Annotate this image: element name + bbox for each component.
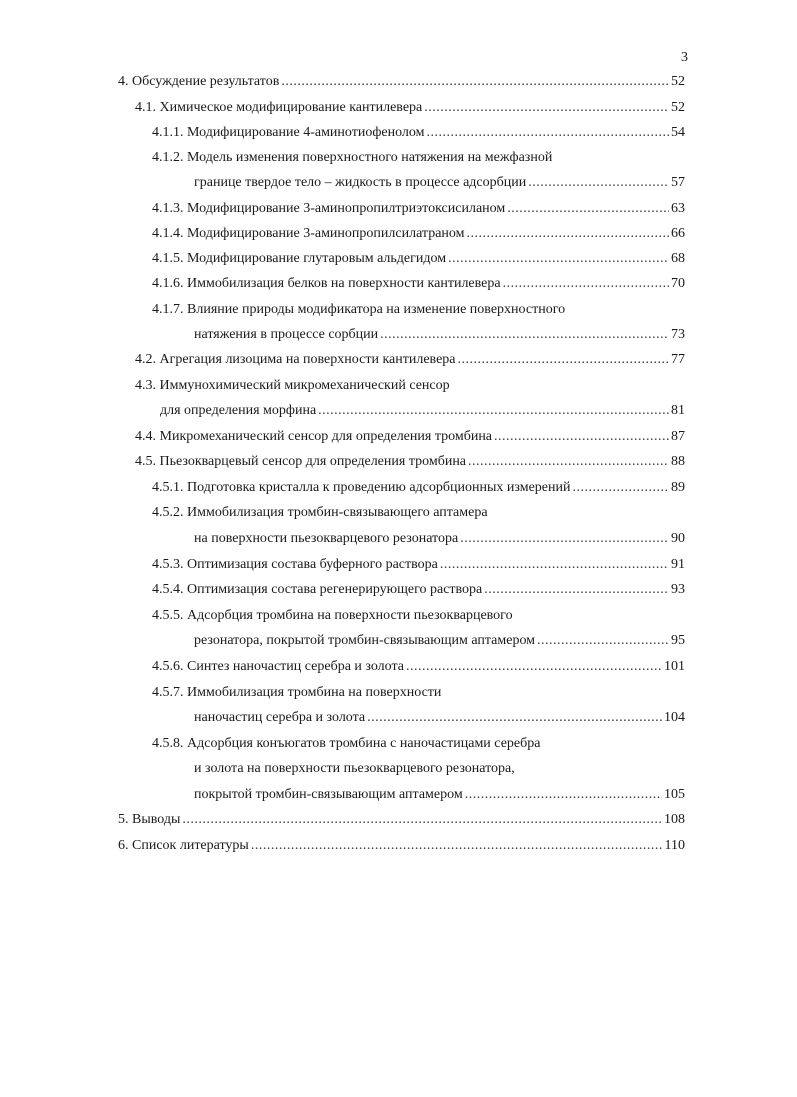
toc-entry-label: 5. Выводы <box>118 812 181 827</box>
leader-dots <box>448 250 669 268</box>
leader-dots <box>182 811 662 829</box>
toc-entry[interactable] <box>152 275 685 293</box>
toc-entry-label: наночастиц серебра и золота <box>194 710 366 725</box>
toc-entry[interactable] <box>194 174 685 192</box>
leader-dots <box>572 479 669 497</box>
toc-entry-label: на поверхности пьезокварцевого резонатора <box>194 531 459 546</box>
toc-entry[interactable] <box>152 581 685 599</box>
leader-dots <box>251 837 663 855</box>
toc-entry[interactable] <box>152 479 685 497</box>
toc-entry-label: натяжения в процессе сорбции <box>194 327 379 342</box>
toc-entry-page: 52 <box>671 74 685 89</box>
toc-entry-label: границе твердое тело – жидкость в процессе адсорбции <box>194 175 527 190</box>
toc-entry-page: 90 <box>671 531 685 546</box>
toc-entry-label: 4.4. Микромеханический сенсор для определения тромбина <box>135 429 493 444</box>
toc-entry[interactable] <box>118 73 685 91</box>
leader-dots <box>424 99 669 117</box>
toc-entry-label: 4.5.4. Оптимизация состава регенерирующего раствора <box>152 582 483 597</box>
toc-entry[interactable] <box>152 124 685 142</box>
leader-dots <box>460 530 669 548</box>
toc-entry-page: 108 <box>664 812 685 827</box>
leader-dots <box>367 709 662 727</box>
toc-entry-page: 87 <box>671 429 685 444</box>
toc-entry-page: 63 <box>671 201 685 216</box>
leader-dots <box>281 73 669 91</box>
toc-entry-label: 4.1. Химическое модифицирование кантилевера <box>135 100 423 115</box>
toc-entry-label[interactable]: 4.1.2. Модель изменения поверхностного натяжения на межфазной <box>152 150 553 165</box>
leader-dots <box>427 124 669 142</box>
leader-dots <box>467 225 669 243</box>
toc-entry-label: 4.5. Пьезокварцевый сенсор для определения тромбина <box>135 454 467 469</box>
toc-entry-label: 4.5.1. Подготовка кристалла к проведению адсорбционных измерений <box>152 480 571 495</box>
toc-entry-label: 4.5.3. Оптимизация состава буферного раствора <box>152 557 438 572</box>
toc-entry[interactable] <box>160 402 685 420</box>
toc-entry-page: 54 <box>671 125 685 140</box>
toc-entry-page: 91 <box>671 557 685 572</box>
toc-entry-page: 77 <box>671 352 685 367</box>
toc-entry-label[interactable]: 4.5.2. Иммобилизация тромбин-связывающего аптамера <box>152 505 488 520</box>
page-number: 3 <box>681 50 688 65</box>
toc-entry-label: 4.1.5. Модифицирование глутаровым альдегидом <box>152 251 447 266</box>
leader-dots <box>484 581 669 599</box>
toc-entry[interactable] <box>194 786 685 804</box>
leader-dots <box>507 200 669 218</box>
toc-entry[interactable] <box>152 250 685 268</box>
toc-entry-page: 105 <box>664 787 685 802</box>
toc-entry[interactable] <box>118 837 685 855</box>
leader-dots <box>503 275 669 293</box>
toc-entry-page: 93 <box>671 582 685 597</box>
toc-entry-page: 73 <box>671 327 685 342</box>
toc-entry-page: 57 <box>671 175 685 190</box>
toc-entry-label[interactable]: и золота на поверхности пьезокварцевого резонатора, <box>194 761 515 776</box>
toc-entry-label: 6. Список литературы <box>118 838 249 853</box>
toc-entry-page: 89 <box>671 480 685 495</box>
toc-entry[interactable] <box>135 453 685 471</box>
toc-entry[interactable] <box>118 811 685 829</box>
toc-entry-page: 68 <box>671 251 685 266</box>
toc-entry-label: 4.1.3. Модифицирование 3-аминопропилтриэтоксисиланом <box>152 201 506 216</box>
leader-dots <box>440 556 669 574</box>
toc-entry[interactable] <box>135 99 685 117</box>
toc-entry[interactable] <box>194 632 685 650</box>
toc-entry-label: резонатора, покрытой тромбин-связывающим аптамером <box>194 633 536 648</box>
toc-entry[interactable] <box>194 530 685 548</box>
toc-entry-label[interactable]: 4.5.7. Иммобилизация тромбина на поверхности <box>152 685 442 700</box>
toc-entry-label: 4. Обсуждение результатов <box>118 74 280 89</box>
leader-dots <box>494 428 669 446</box>
toc-entry-page: 88 <box>671 454 685 469</box>
toc-entry-label[interactable]: 4.5.8. Адсорбция конъюгатов тромбина с наночастицами серебра <box>152 736 541 751</box>
leader-dots <box>528 174 669 192</box>
toc-entry-page: 81 <box>671 403 685 418</box>
toc-entry[interactable] <box>135 428 685 446</box>
leader-dots <box>465 786 662 804</box>
toc-entry-label: 4.2. Агрегация лизоцима на поверхности кантилевера <box>135 352 456 367</box>
toc-entry-page: 101 <box>664 659 685 674</box>
toc-entry-page: 70 <box>671 276 685 291</box>
toc-entry[interactable] <box>194 709 685 727</box>
toc-entry-page: 110 <box>664 838 685 853</box>
toc-entry-label: для определения морфина <box>160 403 317 418</box>
toc-entry-label[interactable]: 4.5.5. Адсорбция тромбина на поверхности пьезокварцевого <box>152 608 513 623</box>
leader-dots <box>458 351 669 369</box>
toc-entry-label: 4.5.6. Синтез наночастиц серебра и золота <box>152 659 404 674</box>
toc-entry-label[interactable]: 4.3. Иммунохимический микромеханический сенсор <box>135 378 450 393</box>
toc-entry-label[interactable]: 4.1.7. Влияние природы модификатора на изменение поверхностного <box>152 302 566 317</box>
leader-dots <box>406 658 662 676</box>
leader-dots <box>468 453 669 471</box>
leader-dots <box>537 632 669 650</box>
toc-entry-label: 4.1.1. Модифицирование 4-аминотиофенолом <box>152 125 425 140</box>
toc-entry-page: 104 <box>664 710 685 725</box>
toc-entry[interactable] <box>152 556 685 574</box>
toc-entry-label: 4.1.6. Иммобилизация белков на поверхности кантилевера <box>152 276 501 291</box>
toc-entry[interactable] <box>152 225 685 243</box>
toc-entry[interactable] <box>152 658 685 676</box>
toc-entry-label: покрытой тромбин-связывающим аптамером <box>194 787 463 802</box>
toc-entry[interactable] <box>194 326 685 344</box>
leader-dots <box>380 326 669 344</box>
toc-entry[interactable] <box>135 351 685 369</box>
toc-entry-label: 4.1.4. Модифицирование 3-аминопропилсилатраном <box>152 226 465 241</box>
leader-dots <box>318 402 669 420</box>
toc-entry-page: 52 <box>671 100 685 115</box>
toc-entry-page: 95 <box>671 633 685 648</box>
toc-entry-page: 66 <box>671 226 685 241</box>
toc-entry[interactable] <box>152 200 685 218</box>
